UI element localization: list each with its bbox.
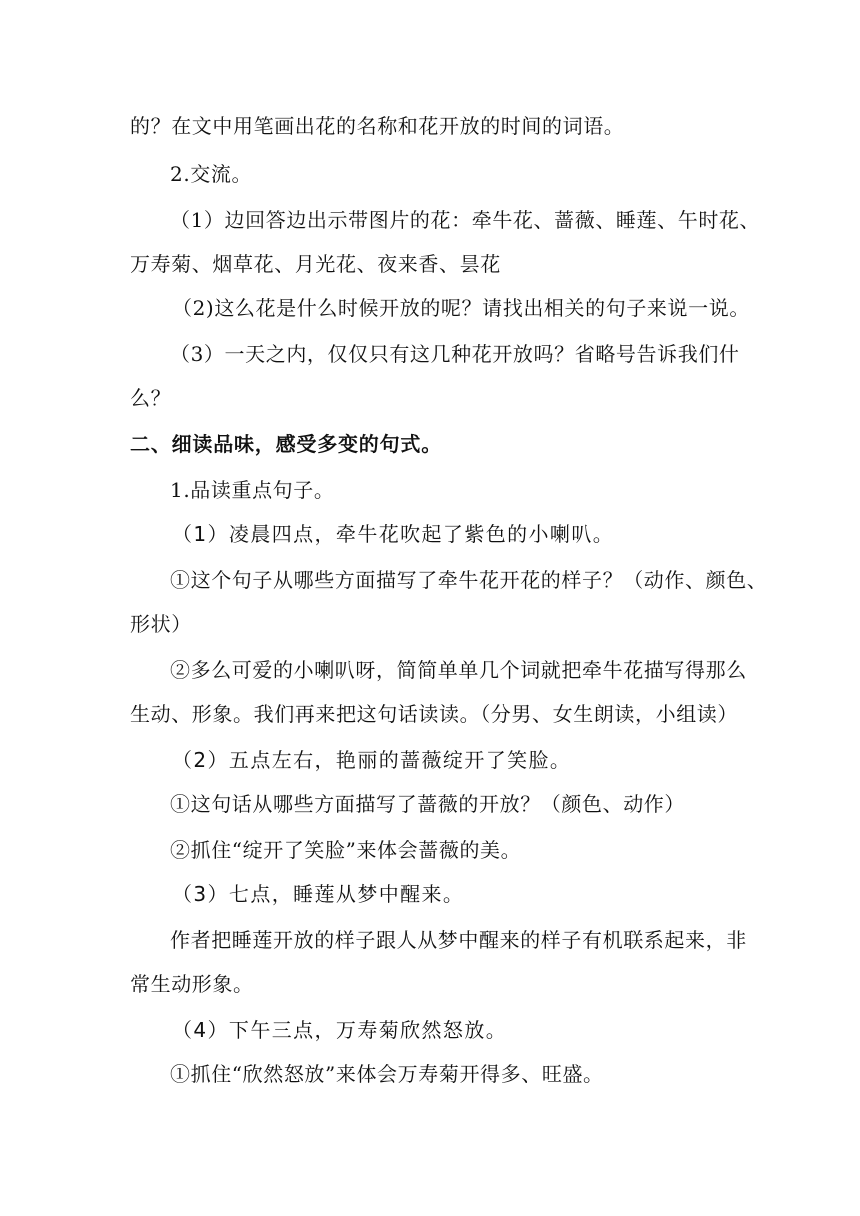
quoted-sentence: （4）下午三点，万寿菊欣然怒放。 bbox=[172, 1018, 508, 1042]
paragraph-line: （2)这么花是什么时候开放的呢？请找出相关的句子来说一说。 bbox=[172, 296, 750, 320]
paragraph-line: ②多么可爱的小喇叭呀，简简单单几个词就把牵牛花描写得那么 bbox=[170, 658, 747, 682]
paragraph-line: 么？ bbox=[130, 386, 172, 410]
paragraph-line: 作者把睡莲开放的样子跟人从梦中醒来的样子有机联系起来，非 bbox=[170, 928, 747, 952]
quoted-sentence: （3）七点，睡莲从梦中醒来。 bbox=[172, 882, 465, 906]
paragraph-line: 的？在文中用笔画出花的名称和花开放的时间的词语。 bbox=[130, 114, 625, 138]
paragraph-line: 形状） bbox=[130, 612, 192, 636]
paragraph-line: 常生动形象。 bbox=[130, 972, 254, 996]
section-item-2: 2.交流。 bbox=[170, 162, 253, 186]
quoted-sentence: （1）凌晨四点，牵牛花吹起了紫色的小喇叭。 bbox=[172, 522, 615, 546]
paragraph-line: ①这个句子从哪些方面描写了牵牛花开花的样子？（动作、颜色、 bbox=[170, 568, 768, 592]
paragraph-line: ①抓住“欣然怒放”来体会万寿菊开得多、旺盛。 bbox=[170, 1062, 604, 1086]
section-item-1: 1.品读重点句子。 bbox=[170, 478, 335, 502]
paragraph-line: 万寿菊、烟草花、月光花、夜来香、昙花 bbox=[130, 252, 501, 276]
quoted-sentence: （2）五点左右，艳丽的蔷薇绽开了笑脸。 bbox=[172, 748, 572, 772]
paragraph-line: ①这句话从哪些方面描写了蔷薇的开放？（颜色、动作） bbox=[170, 792, 685, 816]
paragraph-line: 生动、形象。我们再来把这句话读读。（分男、女生朗读，小组读） bbox=[130, 702, 738, 726]
paragraph-line: （3）一天之内，仅仅只有这几种花开放吗？省略号告诉我们什 bbox=[170, 342, 740, 366]
section-heading: 二、细读品味，感受多变的句式。 bbox=[130, 432, 442, 456]
paragraph-line: ②抓住“绽开了笑脸”来体会蔷薇的美。 bbox=[170, 838, 522, 862]
paragraph-line: （1）边回答边出示带图片的花：牵牛花、蔷薇、睡莲、午时花、 bbox=[170, 208, 761, 232]
